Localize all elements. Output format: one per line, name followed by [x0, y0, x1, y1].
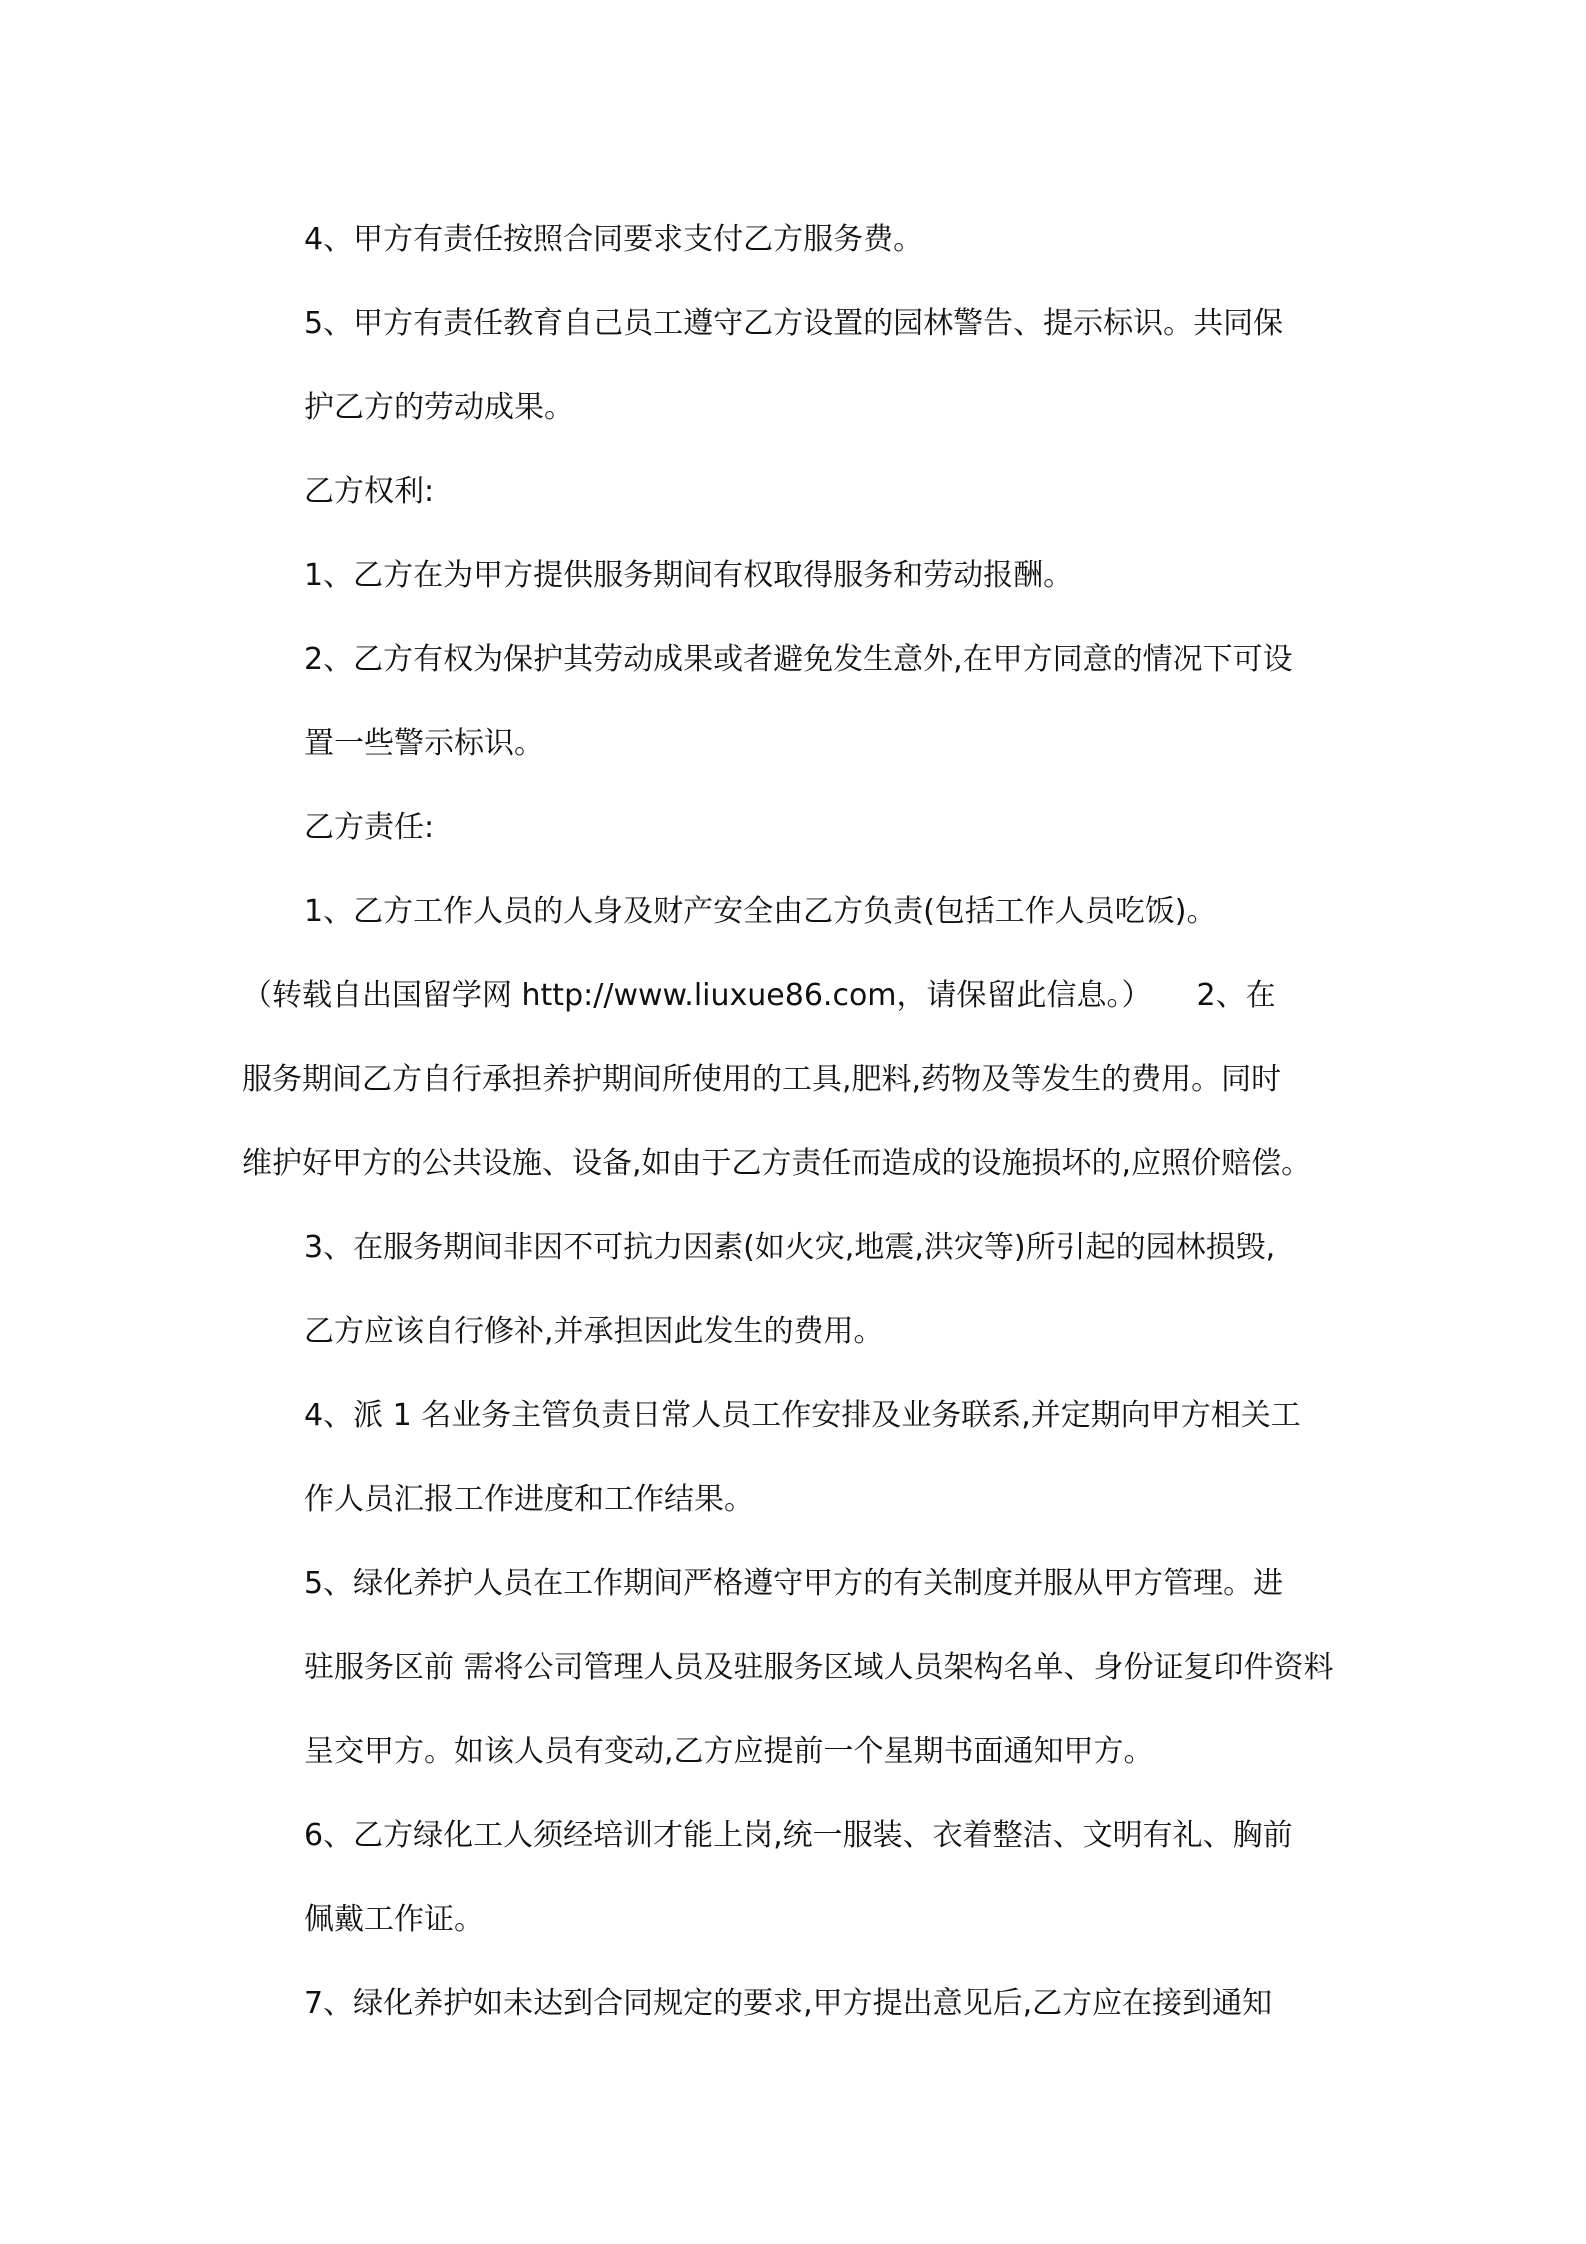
- text-line: 乙方权利:: [304, 474, 435, 509]
- text-line: 护乙方的劳动成果。: [304, 390, 574, 425]
- text-line: 6、乙方绿化工人须经培训才能上岗,统一服装、衣着整洁、文明有礼、胸前: [304, 1818, 1293, 1853]
- paragraph-4: [242, 534, 1354, 618]
- paragraph-6: [242, 786, 1354, 870]
- text-line: 1、乙方工作人员的人身及财产安全由乙方负责(包括工作人员吃饭)。: [304, 894, 1217, 929]
- paragraph-8: [242, 954, 1354, 1206]
- paragraph-3: [242, 450, 1354, 534]
- text-line: 作人员汇报工作进度和工作结果。: [304, 1482, 754, 1517]
- paragraph-1: [242, 198, 1354, 282]
- text-line: （转载自出国留学网 http://www.liuxue86.com，请保留此信息。） 2、在: [242, 978, 1276, 1013]
- paragraph-5: [242, 618, 1354, 786]
- text-line: 乙方责任:: [304, 810, 435, 845]
- text-line: 乙方应该自行修补,并承担因此发生的费用。: [304, 1314, 884, 1349]
- text-line: 4、甲方有责任按照合同要求支付乙方服务费。: [304, 222, 924, 257]
- paragraph-13: [242, 1962, 1354, 2046]
- text-line: 4、派 1 名业务主管负责日常人员工作安排及业务联系,并定期向甲方相关工: [304, 1398, 1301, 1433]
- text-line: 3、在服务期间非因不可抗力因素(如火灾,地震,洪灾等)所引起的园林损毁,: [304, 1230, 1276, 1265]
- paragraph-10: [242, 1374, 1354, 1542]
- text-line: 5、绿化养护人员在工作期间严格遵守甲方的有关制度并服从甲方管理。进: [304, 1566, 1284, 1601]
- text-line: 维护好甲方的公共设施、设备,如由于乙方责任而造成的设施损坏的,应照价赔偿。: [242, 1146, 1312, 1181]
- text-line: 置一些警示标识。: [304, 726, 544, 761]
- text-line: 佩戴工作证。: [304, 1902, 484, 1937]
- paragraph-11: [242, 1542, 1354, 1794]
- paragraph-9: [242, 1206, 1354, 1374]
- text-line: 服务期间乙方自行承担养护期间所使用的工具,肥料,药物及等发生的费用。同时: [242, 1062, 1282, 1097]
- text-line: 2、乙方有权为保护其劳动成果或者避免发生意外,在甲方同意的情况下可设: [304, 642, 1293, 677]
- paragraph-2: [242, 282, 1354, 450]
- text-line: 呈交甲方。如该人员有变动,乙方应提前一个星期书面通知甲方。: [304, 1734, 1154, 1769]
- text-line: 驻服务区前 需将公司管理人员及驻服务区域人员架构名单、身份证复印件资料: [304, 1650, 1334, 1685]
- paragraph-12: [242, 1794, 1354, 1962]
- document-body: [242, 198, 1354, 2046]
- text-line: 1、乙方在为甲方提供服务期间有权取得服务和劳动报酬。: [304, 558, 1074, 593]
- text-line: 5、甲方有责任教育自己员工遵守乙方设置的园林警告、提示标识。共同保: [304, 306, 1284, 341]
- paragraph-7: [242, 870, 1354, 954]
- text-line: 7、绿化养护如未达到合同规定的要求,甲方提出意见后,乙方应在接到通知: [304, 1986, 1273, 2021]
